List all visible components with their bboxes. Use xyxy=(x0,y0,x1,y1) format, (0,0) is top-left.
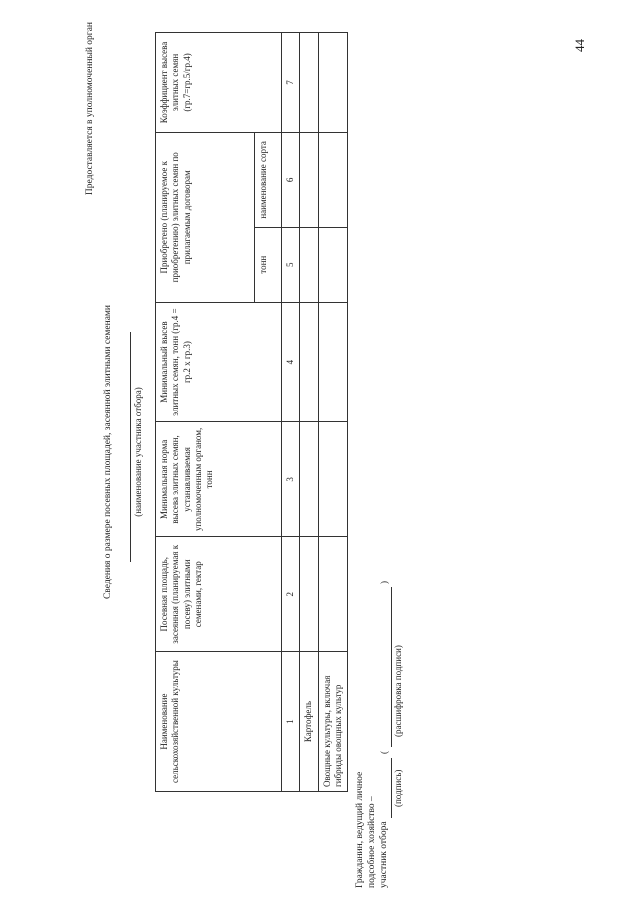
table-cell xyxy=(300,302,318,422)
header-purchased: Приобретено (планируемое к приобретению) элитных семян по прилагаемым договорам xyxy=(156,132,255,302)
table-cell xyxy=(318,302,348,422)
rotated-document xyxy=(85,12,605,892)
table-cell xyxy=(318,33,348,133)
col-number: 5 xyxy=(282,227,300,302)
table-cell xyxy=(300,537,318,652)
table-cell xyxy=(300,227,318,302)
page-number: 44 xyxy=(572,39,587,52)
col-number: 3 xyxy=(282,422,300,537)
header-note: Предоставляется в уполномоченный орган xyxy=(85,22,95,196)
document-title: Сведения о размере посевных площадей, засеянной элитными семенами xyxy=(103,304,113,600)
signature-line-1: Гражданин, ведущий личное xyxy=(355,771,365,888)
signature-line-3: участник отбора xyxy=(378,821,389,888)
col-number: 6 xyxy=(282,132,300,227)
table-cell xyxy=(300,422,318,537)
header-tons: тонн xyxy=(255,227,282,302)
signature-line-2: подсобное хозяйство – xyxy=(366,796,377,888)
participant-line xyxy=(130,332,131,562)
col-number: 4 xyxy=(282,302,300,422)
table-cell xyxy=(318,132,348,227)
table-cell xyxy=(300,33,318,133)
header-sown-area: Посевная площадь, засеянная (планируемая к посеву) элитными семенами, гектар xyxy=(156,537,282,652)
table-cell xyxy=(318,227,348,302)
sign-caption: (подпись) xyxy=(393,769,403,807)
table-cell xyxy=(318,422,348,537)
data-table xyxy=(155,32,348,792)
header-min-seeding: Минимальный высев элитных семян, тонн (гр.4 = гр.2 х гр.3) xyxy=(156,302,282,422)
decode-caption: (расшифровка подписи) xyxy=(393,645,403,737)
table-cell xyxy=(318,537,348,652)
header-crop-name: Наименование сельскохозяйственной культуры xyxy=(156,652,282,792)
bracket-close: ) xyxy=(379,581,389,584)
table-cell xyxy=(300,132,318,227)
signature-block xyxy=(355,772,391,888)
table-row-label: Картофель xyxy=(300,652,318,792)
decode-line xyxy=(391,587,392,747)
bracket-open: ( xyxy=(379,751,389,754)
header-variety: наименование сорта xyxy=(255,132,282,227)
col-number: 1 xyxy=(282,652,300,792)
header-coefficient: Коэффициент высева элитных семян (гр.7=гр.5/гр.4) xyxy=(156,33,282,133)
participant-caption: (наименование участника отбора) xyxy=(133,387,143,517)
col-number: 7 xyxy=(282,33,300,133)
sign-line xyxy=(391,758,392,818)
col-number: 2 xyxy=(282,537,300,652)
header-min-norm: Минимальная норма высева элитных семян, устанавливаемая уполномоченным органом, тонн xyxy=(156,422,282,537)
table-row-label: Овощные культуры, включая гибриды овощных культур xyxy=(318,652,348,792)
